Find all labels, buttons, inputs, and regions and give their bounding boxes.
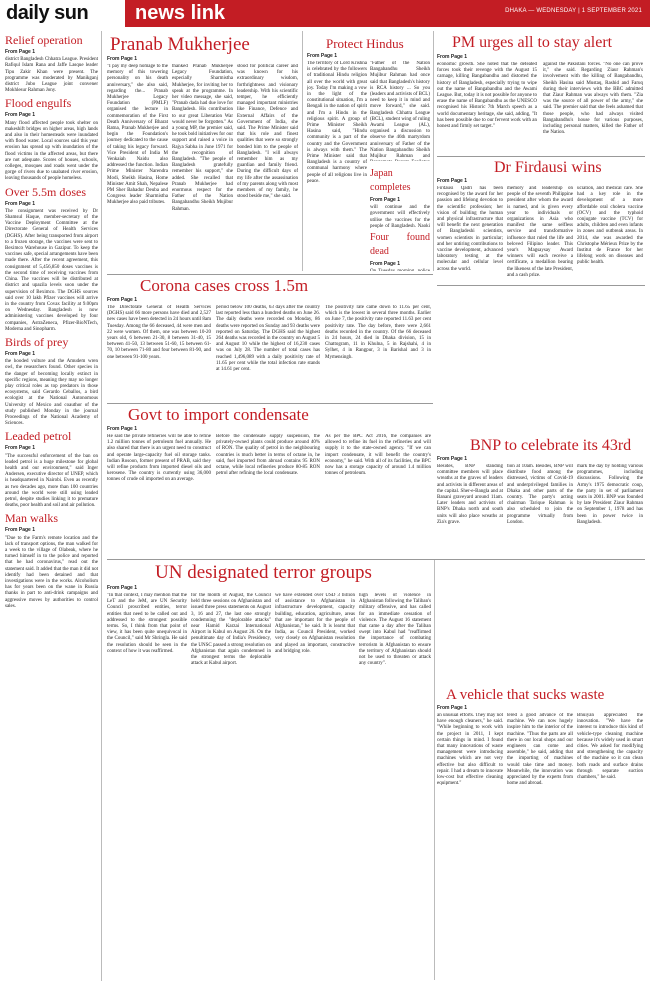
newspaper-logo[interactable] [0,0,125,27]
section-band [125,0,650,27]
column-divider [433,31,434,271]
from-page-label: From Page 1 [107,585,138,591]
article-text: against the Pakistani forces. "No one can prove it," she said. Regarding Ziaur Rahman's involvement with the killing of Bangabandhu, Sheikh Hasina said Mustaq, Rashid and Faruq during their interviews with the BBC admitted that Ziaur Rahman was always with them. "Zia was the source of all power of the army," she said. The premier said that she feels ashamed that those people, who had always visited Bangabandhu's house for various purposes, including personal matters, killed the Father of the Nation. [543,62,643,136]
from-page-label: From Page 1 [5,200,36,207]
article-text: Firdausi Qadri has been recognised by the award for her passion and lifelong devotion to the scientific profession; her vision of building the human and physical infrastructure that will benefit the next generation of Bangladeshi scientists, women scientists in particular; and her untiring contributions to vaccine development, advanced laboratory testing at the molecular and cellular level across the world. [437,186,503,272]
article-text: "I pay my deep homage to the memory of this towering personality on his death anniversary," she also said, regarding the... Pranab Mukherjee Legacy Foundation (PMLF) organised the lecture in commemoration of the First Death Anniversary of Bharat Ratna, Pranab Mukherjee and begin the Foundation's journey dedicated to the cause of taking his legacy forward. Vice President of India M Venkaiah Naidu also addressed the function. Indian Prime Minister Narendra Modi, Sheikh Hasina, Home Minister Amit Shah, Nepalese PM Sher Bahadur Deuba and Congress leader Sharmistha Mukherjee also paid tributes. [107,64,168,206]
brief-text: Many flood affected people took shelter on makeshift bridges on higher areas, high lands and also in their homesteads were inundated with flood water. Local sources said this year erosion has spread up with inundation of the flood victims in the affected areas, but there are not adequate. Scores of houses, schools, colleges, mosques and roads went under the gorge of rivers due to unabated river erosion, leaving thousands of people homeless. [5,120,98,182]
pranab-headline[interactable]: Pranab Mukherjee [110,34,250,55]
from-page-label: From Page 1 [5,112,36,119]
pranab-col-3 [237,64,298,270]
from-page-label: From Page 1 [5,445,36,452]
from-page-label: From Page 1 [307,53,338,59]
vehicle-col-1 [437,713,503,979]
article-text: an unusual efforts. They may not have enough cleaners," he said. "While beginning to work with the project in 2011, I kept certain things in mind. I found that many innovations of waste management were introducing machines which are not very effective but also difficult to repair. I had a dream to innovate low-cost but effective cleaning equipment." [437,713,503,787]
corona-col-2 [216,305,320,400]
article-text: Before the condensate supply suspension, the privately-owned plants could produce around 40% of RON. The quality of petrol in the neighbouring countries is much better in terms of octane in, he said, fuel imported from abroad contains 95 RON octane, while local refineries produce 80-85 RON petrol after refining the local condensate. [216,434,320,477]
column-divider [434,560,435,980]
left-briefs-column [5,31,98,981]
vehicle-col-2 [507,713,573,979]
govt-col-1 [107,434,211,556]
brief-text: "Due to the Farm's remote location and the lack of transport options, the man walked for a week to the village of Olabeak, where he turned himself in to the police and reported that he had coronavirus," read out the statement said. It added that the man it did not identify had been detained and that investigations were in the works. Alcoholism has for years been on the wane in Russia thanks in part to anti-drink campaigns and aggressive moves by authorities to control sales. [5,535,98,609]
column-divider [101,31,102,981]
article-text: Besides, BNP standing committee members will place wreaths at the graves of leaders and activists in different areas of the capital. Sher-e-Bangla and at Banani graveyard around 11am. Later leaders and activists of BNP's Dhaka north and south units will also place wreaths at Zia's grave. [437,464,503,525]
from-page-label: From Page 1 [370,261,401,267]
from-page-label: From Page 1 [5,350,36,357]
brief-text [370,269,430,271]
corona-col-1 [107,305,211,400]
brief-flood [5,96,98,182]
article-text: "In that context, I may mention that the LeT and the JeM, are UN Security Council proscribed entities, terror entities that need to be called out and addressed to the strongest possible terms. So, I think from that point of view, it has been quite unequivocal in the Council," said Mr Shringla. He said the resolution should be seen in the context of how it was reaffirmed. [107,593,187,654]
bnp-headline[interactable]: BNP to celebrate its 43rd [470,437,632,454]
brief-japan [370,165,430,228]
brief-man [5,511,98,610]
brief-birds [5,335,98,427]
article-text: The Directorate General of Health Services (DGHS) said 66 more persons have died and 2,527 new cases have been detected in 24 hours until 8am Tuesday. Among the 66 deceased, 44 were men and 22 were women. Of them, one was between 10-20 years old, 6 between 21-30, 8 between 31-40, 15 between 41-50, 13 between 51-60, 15 between 61-70, 10 between 71-80 and four between 81-90, and one between 91-100 years. [107,305,211,360]
section-divider [107,559,645,560]
brief-title: Man walks [5,511,58,526]
dr-headline[interactable]: Dr Firdausi wins [494,159,602,176]
from-page-label: From Page 1 [5,527,36,534]
article-text: economic growth. She noted that the defeated forces took their revenge with the August 15 carnage, killing Bangabandhu and distorted the history of Bangladesh, especially trying to wipe out the name of Bangabandhu and the Awami League. But, today it is not possible for anyone to erase the name of Bangabandhu as the UNESCO recognised his Historic 7th March speech as a world documentary heritage, she said, adding, "It has been possible due to our fervent work with an honest and firmly set target." [437,62,537,130]
govt-col-3 [325,434,431,556]
brief-title: Relief operation [5,33,83,47]
bnp-col-3 [577,464,643,558]
section-divider [107,274,433,275]
column-divider [302,31,303,271]
article-text: tion at 10am. Besides, BNP will distribute food among the distressed, victims of Covid-19 and underprivileged families in Dhaka and other parts of the country. The party's acting chairman Tarique Rahman is also scheduled to join the programme virtually from London. [507,464,573,525]
protect-col-1 [307,61,367,271]
article-text: "Father of the Nation Bangabandhu Sheikh Mujibur Rahman had once said that Bangladesh's history is RCA history ... So you (leaders and activists of BCL) need to keep it in mind and move forward," she said. Bangladesh Chhatra League (BCL), student wing of ruling Awami League (AL), organised a discussion to observe the 46th martyrdom anniversary of Father of the Nation Bangabandhu Sheikh Mujibur Rahman and [370,61,430,160]
from-page-label: From Page 1 [107,56,138,62]
bnp-col-2 [507,464,573,558]
from-page-label: From Page 1 [107,426,138,432]
vehicle-col-3 [577,713,643,979]
un-col-4 [359,593,431,978]
brief-text: will continue and the government will effectively utilise the vaccines for the people of Bangladesh. Naoki [370,205,430,228]
vehicle-headline[interactable]: A vehicle that sucks waste [446,687,605,703]
brief-title: Flood engulfs [5,96,72,111]
brief-relief [5,33,98,94]
article-text: we have extended over USD 3 billion of assistance to Afghanistan in infrastructure development, capacity building, education, agriculture, areas that are important for the people of Afghanistan," he said. It is learnt that India, as Council President, worked very closely on Afghanistan resolution and played an important, constructive and bridging role. [275,593,355,654]
from-page-label: From Page 1 [107,297,138,303]
pm-col-2 [543,62,643,152]
from-page-label: From Page 1 [370,197,401,203]
pm-col-1 [437,62,537,152]
un-col-3 [275,593,355,978]
article-text: He said the private refineries will be able to refine 1.2 million tonnes of petroleum fuel annually. He also shared that there is an urgent need to construct and operate large-capacity fuel oil storage tanks. Indian Rosoon, former present of PRAB, said they will refine products from imported diesel oils and kerosene. The country is currently using 36,000 tonnes of crude oil imported on an average. [107,434,211,483]
brief-title: Over 5.5m doses [5,184,86,199]
brief-four [370,229,430,271]
govt-headline[interactable]: Govt to import condensate [128,405,309,424]
brief-leaded [5,429,98,509]
logo-text: daily sun [6,2,89,24]
un-col-2 [191,593,271,978]
article-text: uciation, and medical care. She had a key role in the development of a more affordable oral cholera vaccine (OCV) and the typhoid conjugate vaccine (TCV) for adults, children and even infants in zones and outbreak areas. In 2014, she was awarded the Christophe Mérieux Prize by the Institut de France for her lifelong work on diseases and public health. [577,186,643,266]
article-text: thanked Pranab Mukherjee Legacy Foundation, especially Sharmistha Mukherjee, for inviting her to speak at the programme. In her video message, she said, "Pranab dada had due love for Bangladesh. His contribution to our great Liberation War would never be forgotten." As a young MP, the premier said, he took bold initiatives for our support and raised a voice in Rajya Sabha in June 1971 for the recognition of Bangladesh. "The people of Bangladesh gratefully remember his support," she added. She recalled that Pranab Mukherjee had enormous respect for the Father of the Nation Bangabandhu Sheikh Mujibur Rahman. [172,64,233,212]
brief-text: district Bangladesh Chhatra League. President Rafiqul Islam Rana and Jaffe Lasque leader Tipu Zakir Khan were present. The programme was moderated by Manikganj district Jubo League joint convener Mokhlesur Rahman Jony. [5,57,98,94]
article-text: for the month of August, the Council held three sessions on Afghanistan and issued three press statements on August 3, 16 and 27, the last one strongly condemning the "deplorable attacks" near Hamid Karzai International Airport in Kabul on August 26. On the penultimate day of India's Presidency, the UNSC passed a strong resolution on Afghanistan that again condemned in the strongest terms the deplorable attack at Kabul airport. [191,593,271,667]
masthead [0,0,650,27]
dr-col-1 [437,186,503,284]
protect-headline[interactable]: Protect Hindus [326,36,404,51]
corona-headline[interactable]: Corona cases cross 1.5m [140,276,309,295]
brief-over [5,185,98,333]
article-text: The territory of Lord Krishna is celebrated by the followers of traditional Hindu religion all over the world with great joy. Today I'm making a vow in the light of the constitutional situation, I'm a Bengali in the nation of spirit and I'm a Hindu in the religious spirit. A group of Prime Minister Sheikh Hasina said, "Hindu community is a part of the country and the Government is always with them." The Prime Minister said that Bangladesh is a country of communal harmony where people of all religions live in peace. [307,61,367,184]
dateline: DHAKA — WEDNESDAY | 1 SEPTEMBER 2021 [505,8,642,14]
brief-title: Birds of prey [5,334,69,349]
article-text: stood for political career and was known for his extraordinary wisdom, forthrightness and visionary leadership. With his scientific temper, he efficiently managed important ministries like Finance, Defence and External Affairs of the Government of India, she said. The Prime Minister said that his role and finest qualities that were so strongly bonded him to the people of Bangladesh. "I will always remember him as my guardian and family friend. During the difficult days of my life after the assassination of my parents along with most members of my family, he stood beside me," she said. [237,64,298,200]
brief-title: Leaded petrol [5,429,72,444]
article-text: Bhuiyan appreciated the innovation. "We have the interest to introduce this kind of vehicle-type cleaning machine because it's widely used in smart cities. We asked for modifying and strengthening the capacity of the machine so it can clean both roads and surface drains through separate suction chambers," he said. [577,713,643,781]
pranab-col-1 [107,64,168,270]
brief-text: "The successful enforcement of the ban on leaded petrol is a huge milestone for global health and our environment," said Inger Andersen, executive director of UNEP, which is headquartered in Nairobi. Even as recently as two decades ago, more than 100 countries around the world were still using leaded petrol, despite studies linking it to premature deaths, poor health and soil and air pollution. [5,453,98,509]
article-text: period below 100 deaths, 63 days after the country last reported less than a hundred deaths on June 26. The daily deaths were recorded on Monday, 86 deaths were reported on Sunday and 93 deaths were reported on Saturday. The DGHS said the highest 264 deaths was recorded in the country on August 5 and August 10 while the highest of 16,230 cases was on July 28. The number of total cases has reached 1,496,089 with a daily positivity rate of 11.65 per cent while the total infection rate stands at 14.61 per cent. [216,305,320,373]
article-text: As per the BPC Act 2016, the companies are allowed to refine its fuel in the refineries and will supply it to the state-owned agency. "If we can import condensate, it will benefit the country's economy," he said. With all of its facilities, the BPC now has a storage capacity of around 1.4 million tonnes of petroleum. [325,434,431,477]
brief-text: the hooded vulture and the Amudem wren owl, the researchers found. Other species in the danger of becoming locally extinct in specific regions, meaning they may no longer play critical roles as top predators in those ecosystems, said Gerardo Ceballos, a bird ecologist at the National Autonomous University of Mexico and coauthor of the study published Monday in the journal Proceedings of the National Academy of Sciences. [5,359,98,427]
from-page-label: From Page 1 [437,705,468,711]
brief-title: Japan completes [370,168,411,193]
un-col-1 [107,593,187,978]
section-divider [437,156,645,157]
dr-col-2 [507,186,573,284]
pm-headline[interactable]: PM urges all to stay alert [452,34,613,51]
brief-title: Four found dead [370,232,430,257]
protect-col-2 [370,61,430,161]
section-title: news link [135,2,226,24]
section-divider [107,403,433,404]
from-page-label: From Page 1 [437,54,468,60]
un-headline[interactable]: UN designated terror groups [155,562,372,583]
section-divider [437,285,645,286]
govt-col-2 [216,434,320,556]
corona-col-3 [325,305,431,400]
article-text: mark the day by holding various programmes, including discussions. Following the Army's 1975 democratic coup, the party in set of parliament seats in 2001. BNP was founded by late President Ziaur Rahman on September 1, 1978 and has been in power twice in Bangladesh. [577,464,643,525]
from-page-label: From Page 1 [437,456,468,462]
brief-text: The consignment was received by Dr Shamsul Haque, member-secretary of the Vaccine Deployment Committee at the Directorate General of Health Services (DGHS). After being transported from airport to a frozen storage, the vaccines were sent to Beximco Warehouse in Gazipur. To keep the vaccines safe, special arrangements have been made there. After the recent agreement, this consignment of 5,456,850 doses vaccines is the second time of receiving vaccines from China. The vaccines will be distributed at district and upazila levels soon under the supervision of Beximco. The DGHS sources said over 10 lakh Pfizer vaccines will arrive in the country from Covax facility at 9.00pm on Wednesday. Bangladesh is now administering vaccines developed by four companies, AstraZeneca, Pfizer-BioNTech, Moderna and Sinopharm. [5,208,98,332]
pranab-col-2 [172,64,233,270]
article-text: The positivity rate came down to 11.65 per cent, which is the lowest in several three months. Earlier on June 7, the positivity rate reported 11.63 per cent positivity rate. The day before, there were 2,661 deaths recorded in the country. Of the 66 deceased in 24 hours, 24 died in Dhaka division, 15 in Chattogram, 11 in Khulna, 5 in Rajshahi, 4 in Sylhet, 4 in Rangpur, 3 in Barishal and 3 in Mymensingh. [325,305,431,360]
from-page-label: From Page 1 [437,178,468,184]
article-text: high levels of violence in Afghanistan following the Taliban's military offensive, and has called for an immediate cessation of violence. The August 16 statement that came a day after the Taliban swept into Kabul had "reaffirmed the importance of combating terrorism in Afghanistan to ensure the territory of Afghanistan should not be used to threaten or attack any country". [359,593,431,667]
bnp-col-1 [437,464,503,558]
article-text: tered a good advance of the machine. We can now hugely inspire him to the interior of the machine. "Thus the parts are all there in our local shops and our engineers can come and assemble," he said, adding that the importing of machines would take time and money. Meanwhile, the innovation was appreciated by the experts from home and abroad. [507,713,573,787]
dr-col-3 [577,186,643,284]
article-text: memory and leadership on people of the seventh Philippine president after whom the award is named, and is given every year to individuals or organizations in Asia who manifest the same selfless service and transformative influence that ruled the life and beloved Filipino leader. This year's Magsaysay Award winners will each receive a certificate, a medallion bearing the likeness of the late President, and a cash prize. [507,186,573,278]
from-page-label: From Page 1 [5,49,36,55]
